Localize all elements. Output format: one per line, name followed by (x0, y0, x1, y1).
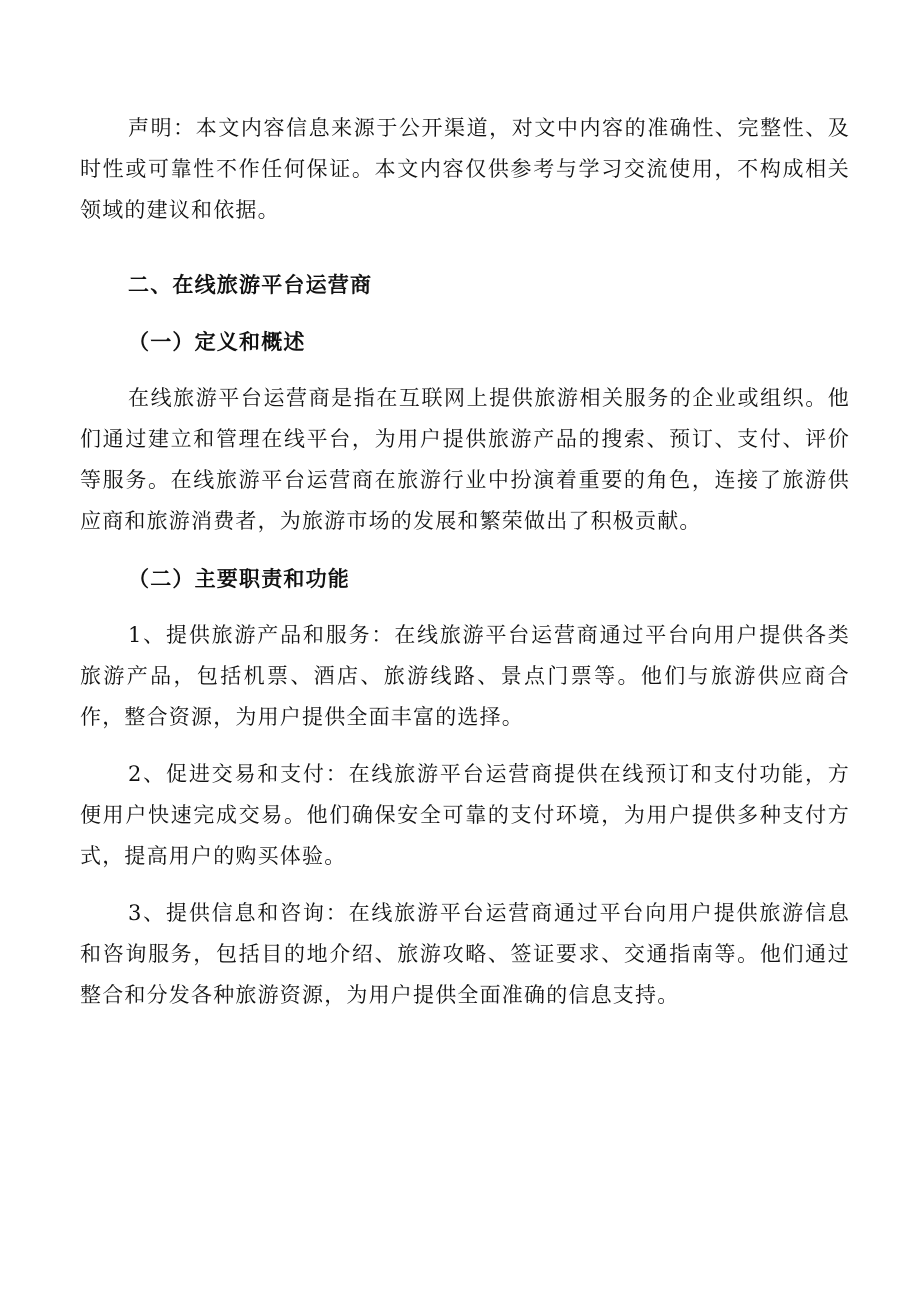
document-body (80, 108, 850, 1016)
section-title: 二、在线旅游平台运营商 (128, 272, 373, 297)
duty-item-3: 3、提供信息和咨询：在线旅游平台运营商通过平台向用户提供旅游信息和咨询服务，包括目的地介绍、旅游攻略、签证要求、交通指南等。他们通过整合和分发各种旅游资源，为用户提供全面准确的信息支持。 (80, 901, 850, 1007)
duty-item-1: 1、提供旅游产品和服务：在线旅游平台运营商通过平台向用户提供各类旅游产品，包括机票、酒店、旅游线路、景点门票等。他们与旅游供应商合作，整合资源，为用户提供全面丰富的选择。 (80, 623, 850, 729)
duty-item-2: 2、促进交易和支付：在线旅游平台运营商提供在线预订和支付功能，方便用户快速完成交易。他们确保安全可靠的支付环境，为用户提供多种支付方式，提高用户的购买体验。 (80, 762, 850, 868)
subsection-title-duties: （二）主要职责和功能 (128, 566, 350, 591)
definition-paragraph: 在线旅游平台运营商是指在互联网上提供旅游相关服务的企业或组织。他们通过建立和管理在线平台，为用户提供旅游产品的搜索、预订、支付、评价等服务。在线旅游平台运营商在旅游行业中扮演着重要的角色，连接了旅游供应商和旅游消费者，为旅游市场的发展和繁荣做出了积极贡献。 (80, 386, 850, 533)
subsection-title-definition: （一）定义和概述 (128, 329, 306, 354)
disclaimer-paragraph: 声明：本文内容信息来源于公开渠道，对文中内容的准确性、完整性、及时性或可靠性不作任何保证。本文内容仅供参考与学习交流使用，不构成相关领域的建议和依据。 (80, 116, 850, 222)
